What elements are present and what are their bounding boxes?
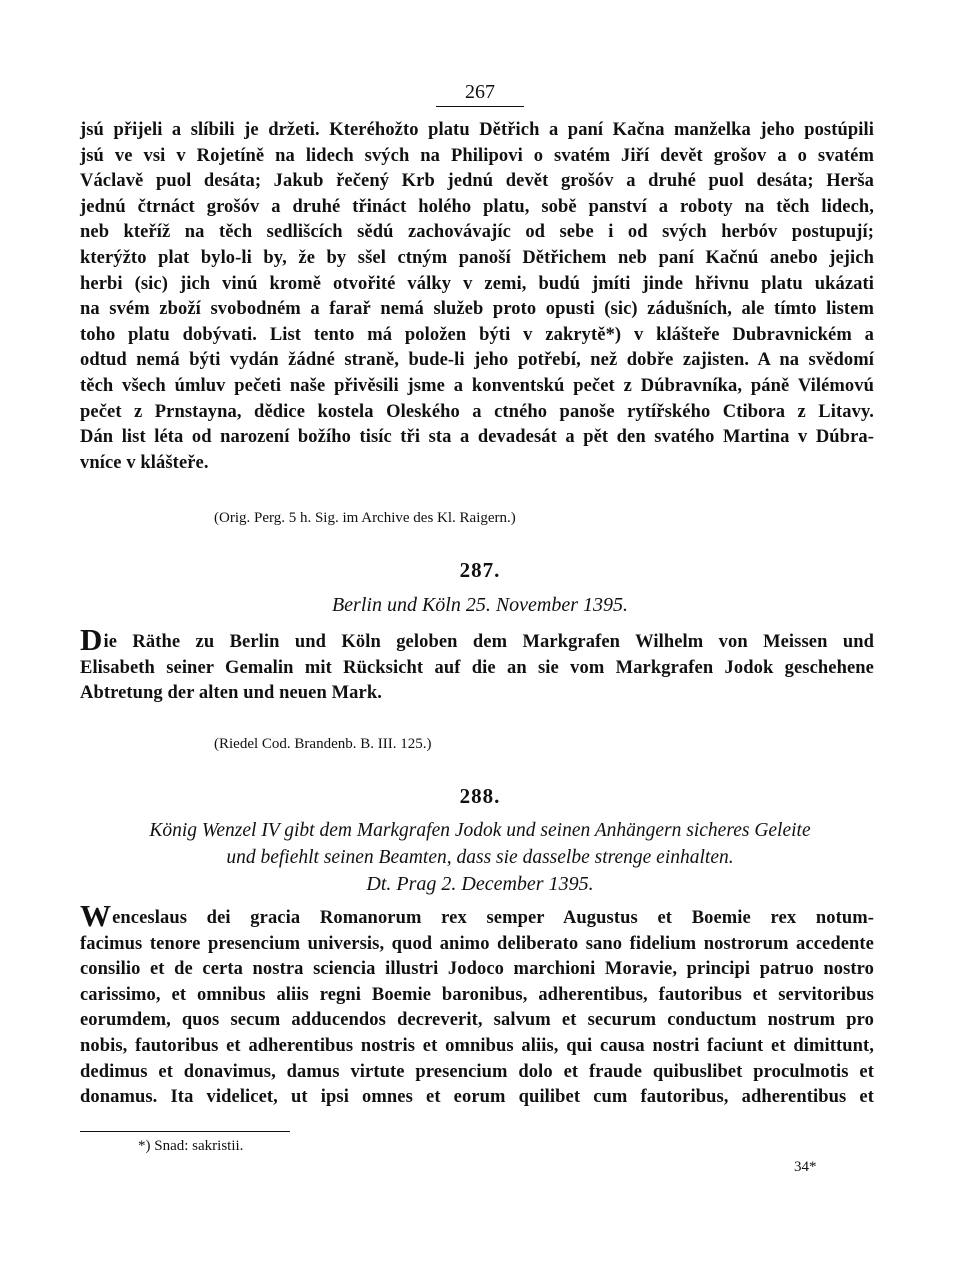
text-line-rest: ie Räthe zu Berlin und Köln geloben dem Markgrafen Wilhelm von Meissen und — [103, 632, 874, 652]
text-line-rest: enceslaus dei gracia Romanorum rex semper Augustus et Boemie rex notum- — [112, 908, 874, 928]
text-line: facimus tenore presencium universis, quod animo deliberato sano fidelium nostrorum accedente — [80, 933, 874, 954]
text-line: na svém zboží svobodném a farař nemá služeb proto opusti (sic) zádušních, ale tímto listem — [80, 299, 874, 320]
doc288-place-date: Dt. Prag 2. December 1395. — [366, 873, 594, 895]
text-line: consilio et de certa nostra sciencia illustri Jodoco marchioni Moravie, principi patruo nostro — [80, 959, 874, 980]
doc287-source: (Riedel Cod. Brandenb. B. III. 125.) — [214, 736, 432, 752]
text-line: jsú ve vsi v Rojetíně na lidech svých na Philipovi o svatém Jiří devět grošov a o svatém — [80, 145, 874, 166]
text-line: pečet z Prnstayna, dědice kostela Oleského a ctného panoše rytířského Ctibora z Litavy. — [80, 401, 874, 422]
text-line: těch všech úmluv pečeti naše přivěsili jsme a konventskú pečet z Dúbravníka, páně Vilémovú — [80, 375, 874, 396]
text-line: vníce v klášteře. — [80, 452, 209, 473]
doc286-source: (Orig. Perg. 5 h. Sig. im Archive des Kl. Raigern.) — [214, 510, 516, 526]
doc287-number: 287. — [459, 558, 501, 582]
text-line: Elisabeth seiner Gemalin mit Rücksicht auf die an sie vom Markgrafen Jodok geschehene — [80, 657, 874, 678]
text-line: kterýžto plat bylo-li by, že by sšel ctným panoší Dětřichem neb paní Kačnú anebo jejich — [80, 247, 874, 268]
doc286-text — [80, 118, 874, 476]
doc287-place-date: Berlin und Köln 25. November 1395. — [331, 594, 629, 616]
text-line: eorumdem, quos secum adducendos decreverit, salvum et securum conductum nostrum pro — [80, 1010, 874, 1031]
footnote-rule — [80, 1131, 290, 1132]
signature-mark: 34* — [794, 1159, 817, 1175]
text-line — [80, 898, 874, 933]
doc288-number: 288. — [459, 784, 501, 808]
text-line: toho platu dobývati. List tento má položen býti v zakrytě*) v klášteře Dubravnickém a — [80, 324, 874, 345]
text-line: Václavě puol desáta; Jakub řečený Krb jednú devět grošóv a druhé puol desáta; Herša — [80, 171, 874, 192]
text-line: nobis, fautoribus et adherentibus nostris et omnibus aliis, qui causa nostri faciunt et dimittunt, — [80, 1035, 874, 1056]
text-line: Abtretung der alten und neuen Mark. — [80, 683, 382, 704]
doc288-heading-line: und befiehlt seinen Beamten, dass sie dasselbe strenge einhalten. — [226, 847, 734, 868]
text-line: herbi (sic) jich vinú kromě otvořité války v zemi, budú jmíti jinde hřivnu platu ukázati — [80, 273, 874, 294]
footnote: *) Snad: sakristii. — [138, 1138, 244, 1154]
doc288-heading-line: König Wenzel IV gibt dem Markgrafen Jodok und seinen Anhängern sicheres Geleite — [149, 820, 811, 841]
text-line: neb kteříž na těch sedlišcích sědú zachovávajíc od sebe i od svých herbóv postupují; — [80, 222, 874, 243]
drop-initial: W — [80, 898, 112, 933]
drop-initial: D — [80, 622, 103, 657]
doc287-text — [80, 622, 874, 707]
doc288-text — [80, 898, 874, 1111]
page-number: 267 — [436, 80, 524, 107]
text-line: dedimus et donavimus, damus virtute presencium dolo et fraude quibuslibet proculmotis et — [80, 1061, 874, 1082]
text-line: carissimo, et omnibus aliis regni Boemie baronibus, adherentibus, fautoribus et servitoribus — [80, 984, 874, 1005]
text-line — [80, 622, 874, 657]
text-line: jsú přijeli a slíbili je držeti. Kteréhožto platu Dětřich a paní Kačna manželka jeho postúpili — [80, 120, 874, 140]
text-line: donamus. Ita videlicet, ut ipsi omnes et eorum quilibet cum fautoribus, adherentibus et — [80, 1087, 874, 1108]
text-line: Dán list léta od narození božího tisíc tři sta a devadesát a pět den svatého Martina v Dúbra- — [80, 427, 874, 448]
text-line: odtud nemá býti vydán žádné straně, bude-li jeho potřebí, než dobře zajisten. A na svědomí — [80, 350, 874, 371]
text-line: jednú čtrnáct grošóv a druhé třináct holého platu, sobě panství a roboty na těch lidech, — [80, 196, 874, 217]
